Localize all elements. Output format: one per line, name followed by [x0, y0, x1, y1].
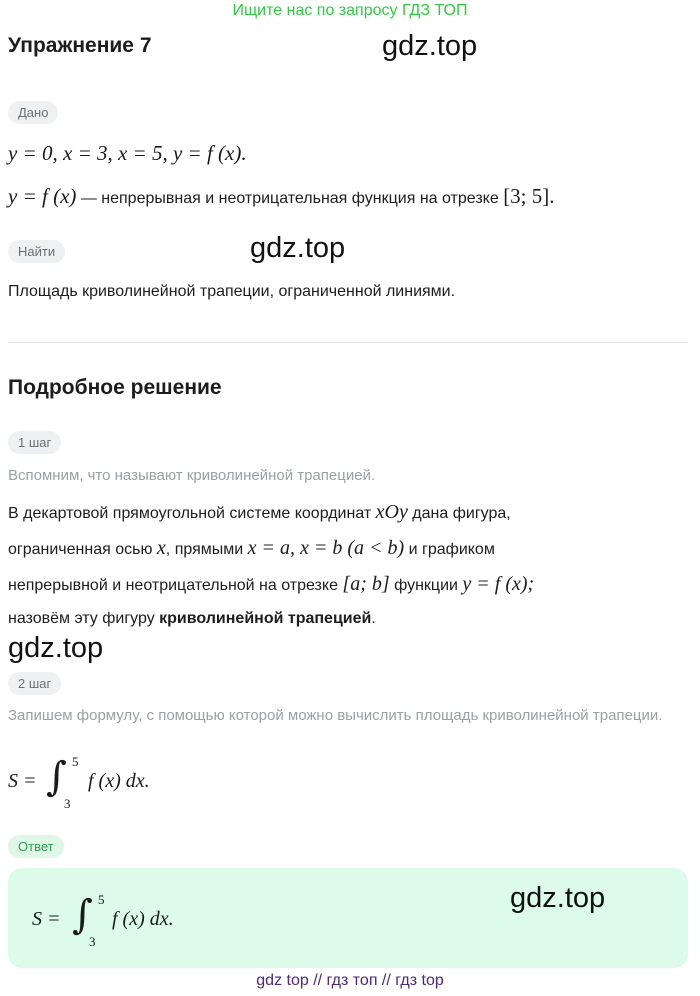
step1-line3 [8, 573, 534, 596]
given-label: Дано [8, 101, 58, 124]
find-badge [8, 240, 65, 263]
answer-integrand: f (x) dx. [112, 908, 174, 930]
answer-upper-limit: 5 [98, 892, 105, 907]
integral-sign-icon: ∫ [72, 892, 93, 938]
given-badge [8, 101, 58, 124]
watermark: gdz.top [382, 30, 478, 62]
step1-l2-math2: x = a, x = b (a < b) [247, 537, 405, 559]
step1-label: 1 шаг [8, 431, 61, 454]
step1-l1-text2: дана фигура, [407, 505, 511, 522]
step2-integrand: f (x) dx. [88, 770, 150, 792]
step1-badge [8, 431, 61, 454]
step1-l2-math1: x [156, 537, 166, 559]
step1-line4 [8, 610, 376, 628]
watermark: gdz.top [250, 232, 346, 264]
answer-badge [8, 835, 64, 858]
step1-l2-text: ограниченная осью [8, 541, 157, 558]
given-equations: y = 0, x = 3, x = 5, y = f (x). [8, 141, 247, 165]
step2-formula-left: S = [8, 770, 37, 792]
step1-hint: Вспомним, что называют криволинейной трапецией. [8, 467, 376, 484]
step1-line1 [8, 501, 511, 524]
exercise-title: Упражнение 7 [8, 34, 152, 57]
given-condition-text: — непрерывная и неотрицательная функция на отрезке [76, 190, 504, 207]
step1-l3-text2: функции [389, 577, 463, 594]
find-label: Найти [8, 240, 65, 263]
top-banner: Ищите нас по запросу ГДЗ ТОП [232, 2, 468, 19]
given-interval: [3; 5]. [503, 184, 555, 208]
divider [8, 342, 688, 343]
step2-label: 2 шаг [8, 672, 61, 695]
watermark: gdz.top [8, 632, 104, 664]
watermark: gdz.top [510, 882, 606, 914]
footer-links: gdz top // гдз топ // гдз top [256, 972, 444, 989]
step1-l3-math2: y = f (x); [462, 573, 535, 595]
step1-l4-text: назовём эту фигуру [8, 610, 160, 627]
step2-formula [8, 752, 308, 812]
step2-upper-limit: 5 [72, 754, 79, 769]
given-function: y = f (x) [8, 184, 77, 208]
step1-l1-math: xOy [375, 501, 408, 523]
step2-lower-limit: 3 [64, 796, 71, 811]
step1-l1-text: В декартовой прямоугольной системе координат [8, 505, 376, 522]
solution-title: Подробное решение [8, 376, 222, 399]
answer-lower-limit: 3 [89, 934, 96, 949]
given-condition [8, 184, 555, 209]
step2-hint: Запишем формулу, с помощью которой можно вычислить площадь криволинейной трапеции. [8, 707, 663, 724]
step1-line2 [8, 537, 495, 560]
step1-l4-bold: криволинейной трапецией [159, 610, 372, 627]
find-text: Площадь криволинейной трапеции, ограниченной линиями. [8, 283, 456, 300]
answer-formula [32, 892, 332, 952]
step1-l4-end: . [371, 610, 376, 627]
answer-label: Ответ [8, 835, 64, 858]
answer-formula-left: S = [32, 908, 61, 930]
integral-sign-icon: ∫ [46, 754, 67, 800]
step1-l2-text3: и графиком [404, 541, 495, 558]
step1-l2-text2: , прямыми [165, 541, 248, 558]
step1-l3-text: непрерывной и неотрицательной на отрезке [8, 577, 343, 594]
step2-badge [8, 672, 61, 695]
step1-l3-math1: [a; b] [342, 573, 390, 595]
